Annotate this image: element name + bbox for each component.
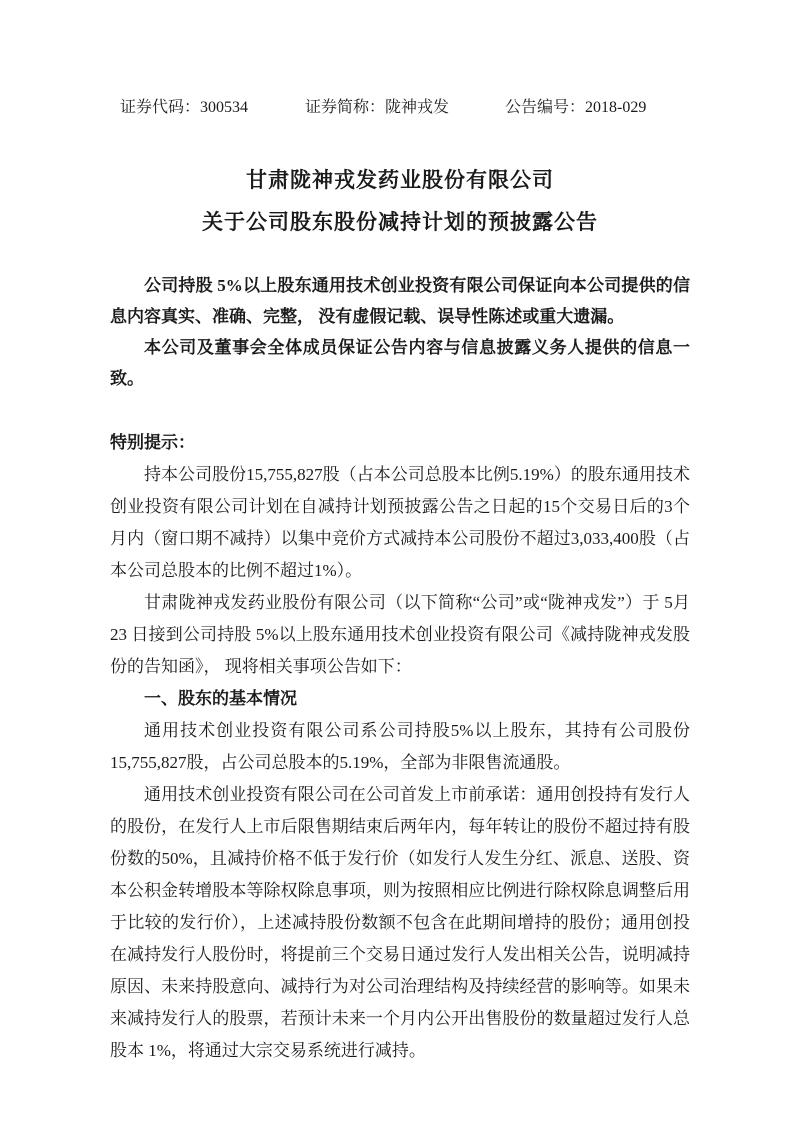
- title-block: [110, 159, 690, 243]
- document-header: [120, 97, 690, 119]
- section-1-heading: 一、股东的基本情况: [144, 689, 297, 708]
- shareholder-basic-info-paragraph: 通用技术创业投资有限公司系公司持股5%以上股东，其持有公司股份15,755,827股，占公司总股本的5.19%，全部为非限售流通股。: [110, 721, 690, 772]
- stock-abbreviation: 证券简称：陇神戎发: [305, 99, 450, 116]
- shareholder-guarantee-statement: 公司持股 5%以上股东通用技术创业投资有限公司保证向本公司提供的信息内容真实、准确、完整， 没有虚假记载、误导性陈述或重大遗漏。: [110, 276, 690, 326]
- announcement-title: 关于公司股东股份减持计划的预披露公告: [202, 210, 598, 234]
- ipo-commitment-paragraph: 通用技术创业投资有限公司在公司首发上市前承诺：通用创投持有发行人的股份，在发行人上市后限售期结束后两年内，每年转让的股份不超过持有股份数的50%，且减持价格不低于发行价（如发行人发生分红、派息、送股、资本公积金转增股本等除权除息事项，则为按照相应比例进行除权除息调整后用于比较的发行价），上述减持股份数额不包含在此期间增持的股份；通用创投在减持发行人股份时，将提前三个交易日通过发行人发出相关公告，说明减持原因、未来持股意向、减持行为对公司治理结构及持续经营的影响等。如果未来减持发行人的股票，若预计未来一个月内公开出售股份的数量超过发行人总股本 1%，将通过大宗交易系统进行减持。: [110, 785, 690, 1060]
- special-note-heading: 特别提示：: [110, 433, 195, 452]
- board-guarantee-statement: 本公司及董事会全体成员保证公告内容与信息披露义务人提供的信息一致。: [110, 338, 690, 388]
- announcement-number: 公告编号：2018-029: [505, 99, 647, 116]
- company-name-title: 甘肃陇神戎发药业股份有限公司: [246, 168, 554, 192]
- special-note-paragraph: 持本公司股份15,755,827股（占本公司总股本比例5.19%）的股东通用技术创业投资有限公司计划在自减持计划预披露公告之日起的15个交易日后的3个月内（窗口期不减持）以集中竞价方式减持本公司股份不超过3,033,400股（占本公司总股本的比例不超过1%）。: [110, 465, 690, 580]
- stock-code: 证券代码：300534: [120, 99, 249, 116]
- intro-paragraph: 甘肃陇神戎发药业股份有限公司（以下简称“公司”或“陇神戎发”）于 5月 23 日接到公司持股 5%以上股东通用技术创业投资有限公司《减持陇神戎发股份的告知函》， 现将相关事项公告如下：: [110, 593, 690, 676]
- guarantee-statements: [110, 270, 690, 394]
